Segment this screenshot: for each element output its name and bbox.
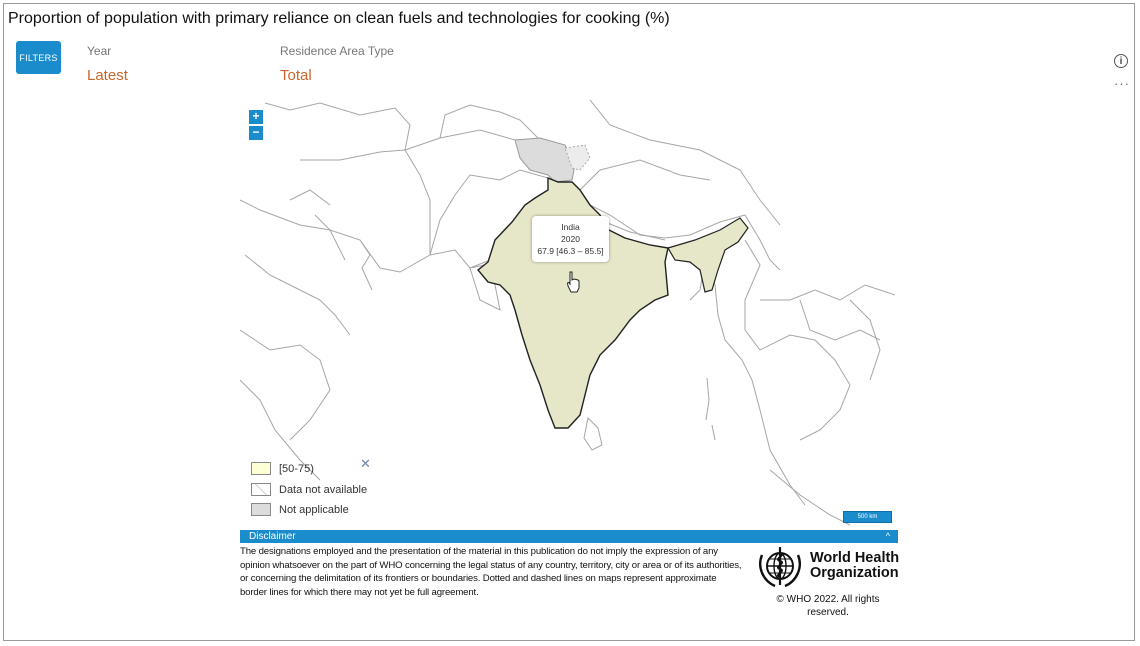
who-copyright: © WHO 2022. All rights reserved. xyxy=(776,594,880,618)
tooltip-value: 67.9 [46.3 – 85.5] xyxy=(537,246,604,256)
collapse-icon[interactable]: ^ xyxy=(885,531,890,541)
legend-swatch-range xyxy=(251,462,271,475)
kashmir-na-region[interactable] xyxy=(515,138,575,182)
who-emblem-icon xyxy=(757,545,803,589)
disclaimer-text: The designations employed and the presentation of the material in this publication do not imply the expression of any opinion whatsoever on the part of WHO concerning the legal status of any country, territory, city or area or of its authorities, or concerning the delimitation of its frontiers or boundaries. Dotted and dashed lines on maps represent approximate border lines for which there may not yet be full agreement. xyxy=(240,546,742,598)
choropleth-map[interactable] xyxy=(240,100,898,529)
who-name-line1: World Health xyxy=(810,550,900,566)
tooltip-year: 2020 xyxy=(561,234,580,244)
scale-bar: 500 km xyxy=(843,511,892,523)
disclaimer-header[interactable] xyxy=(240,530,898,543)
legend-item-range xyxy=(251,462,314,475)
zoom-out-button[interactable]: − xyxy=(249,126,263,140)
who-name-line2: Organization xyxy=(810,565,899,581)
tooltip-country: India xyxy=(561,222,580,232)
legend-label-range: [50-75) xyxy=(279,462,314,475)
legend-item-not-applicable xyxy=(251,503,349,516)
map-canvas xyxy=(240,100,898,529)
filter-year-value[interactable]: Latest xyxy=(87,67,128,84)
close-icon[interactable]: ✕ xyxy=(360,456,371,471)
legend-item-no-data xyxy=(251,483,367,496)
legend-label-no-data: Data not available xyxy=(279,483,368,496)
who-name xyxy=(810,551,899,581)
hand-pointer-icon xyxy=(566,270,582,294)
legend-swatch-no-data xyxy=(251,483,271,496)
page-title: Proportion of population with primary reliance on clean fuels and technologies for cooking (%) xyxy=(8,10,670,27)
filter-residence-value[interactable]: Total xyxy=(280,67,312,84)
filters-button[interactable]: FILTERS xyxy=(16,41,61,74)
india-northeast-region[interactable] xyxy=(668,218,748,292)
legend-label-not-applicable: Not applicable xyxy=(279,503,349,516)
zoom-in-button[interactable]: + xyxy=(249,110,263,124)
filter-residence-label: Residence Area Type xyxy=(280,44,394,58)
more-options-icon[interactable]: ··· xyxy=(1114,76,1130,91)
filter-year-label: Year xyxy=(87,44,112,58)
map-tooltip xyxy=(532,216,609,262)
legend-swatch-not-applicable xyxy=(251,503,271,516)
info-icon[interactable]: i xyxy=(1114,54,1128,68)
disclaimer-title: Disclaimer xyxy=(249,531,296,542)
